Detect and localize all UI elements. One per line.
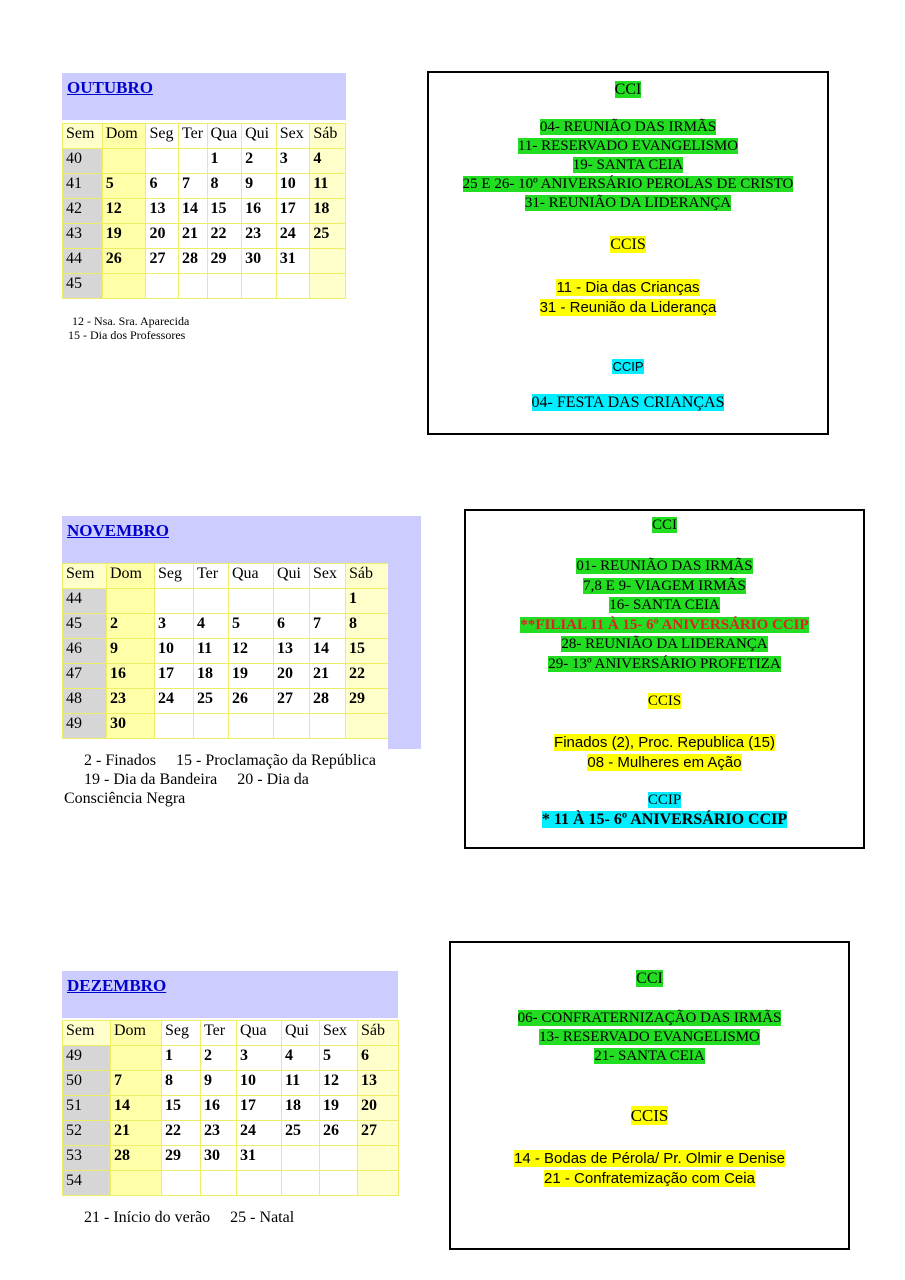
day-cell: 22 xyxy=(162,1121,201,1146)
day-cell: 4 xyxy=(194,614,229,639)
note-line: 19 - Dia da Bandeira 20 - Dia da xyxy=(84,771,309,789)
day-cell xyxy=(310,714,346,739)
day-cell: 18 xyxy=(310,199,346,224)
events-box-dezembro xyxy=(449,941,850,1250)
day-cell: 19 xyxy=(229,664,274,689)
week-number: 45 xyxy=(63,274,103,299)
day-cell: 8 xyxy=(207,174,242,199)
weekday-header: Seg xyxy=(146,124,179,149)
day-cell xyxy=(207,274,242,299)
month-title-bar xyxy=(62,971,398,1018)
day-cell xyxy=(155,714,194,739)
calendar-side-band xyxy=(388,563,421,749)
note-line: 21 - Início do verão 25 - Natal xyxy=(84,1209,295,1226)
week-number: 48 xyxy=(63,689,107,714)
day-cell: 15 xyxy=(346,639,389,664)
day-cell xyxy=(282,1171,320,1196)
section-header-ccip: CCIP xyxy=(647,792,682,808)
day-cell: 26 xyxy=(229,689,274,714)
day-cell: 27 xyxy=(146,249,179,274)
day-cell: 17 xyxy=(276,199,310,224)
day-cell: 10 xyxy=(237,1071,282,1096)
day-cell: 11 xyxy=(310,174,346,199)
day-cell: 6 xyxy=(358,1046,399,1071)
day-cell: 1 xyxy=(346,589,389,614)
section-header-ccip: CCIP xyxy=(612,359,644,374)
day-cell: 29 xyxy=(346,689,389,714)
day-cell: 14 xyxy=(310,639,346,664)
day-cell: 18 xyxy=(194,664,229,689)
day-cell: 1 xyxy=(162,1046,201,1071)
day-cell: 25 xyxy=(310,224,346,249)
day-cell: 25 xyxy=(282,1121,320,1146)
event-line: 11 - Dia das Crianças xyxy=(556,279,700,296)
day-cell xyxy=(162,1171,201,1196)
day-cell: 21 xyxy=(111,1121,162,1146)
day-cell xyxy=(276,274,310,299)
event-line: 29- 13º ANIVERSÁRIO PROFETIZA xyxy=(548,655,781,672)
weekday-header: Ter xyxy=(179,124,208,149)
day-cell: 20 xyxy=(146,224,179,249)
day-cell: 28 xyxy=(179,249,208,274)
weekday-header: Sem xyxy=(63,564,107,589)
day-cell xyxy=(229,589,274,614)
event-line: 14 - Bodas de Pérola/ Pr. Olmir e Denise xyxy=(514,1150,785,1167)
event-line: 16- SANTA CEIA xyxy=(609,597,720,613)
day-cell: 13 xyxy=(358,1071,399,1096)
section-header-cci: CCI xyxy=(651,517,677,533)
day-cell: 23 xyxy=(201,1121,237,1146)
day-cell xyxy=(107,589,155,614)
calendar-dezembro xyxy=(62,971,398,1196)
event-line: 04- REUNIÃO DAS IRMÃS xyxy=(539,119,717,135)
note-line: Consciência Negra xyxy=(64,790,186,808)
calendar-outubro xyxy=(62,73,346,299)
day-cell: 7 xyxy=(111,1071,162,1096)
weekday-header: Qui xyxy=(282,1021,320,1046)
day-cell: 30 xyxy=(107,714,155,739)
month-title-bar xyxy=(62,516,421,563)
day-cell: 24 xyxy=(276,224,310,249)
day-cell: 15 xyxy=(207,199,242,224)
day-cell: 25 xyxy=(194,689,229,714)
day-cell: 10 xyxy=(276,174,310,199)
week-number: 42 xyxy=(63,199,103,224)
day-cell: 12 xyxy=(320,1071,358,1096)
week-number: 49 xyxy=(63,1046,111,1071)
day-cell: 16 xyxy=(107,664,155,689)
day-cell: 10 xyxy=(155,639,194,664)
calendar-notes-outubro xyxy=(68,314,189,343)
week-number: 50 xyxy=(63,1071,111,1096)
day-cell xyxy=(111,1171,162,1196)
event-line: 01- REUNIÃO DAS IRMÃS xyxy=(576,558,753,574)
day-cell: 14 xyxy=(111,1096,162,1121)
week-number: 41 xyxy=(63,174,103,199)
day-cell xyxy=(310,249,346,274)
day-cell: 7 xyxy=(179,174,208,199)
events-box-novembro xyxy=(464,509,865,849)
weekday-header: Qua xyxy=(237,1021,282,1046)
event-line: 21- SANTA CEIA xyxy=(594,1048,705,1064)
weekday-header: Seg xyxy=(162,1021,201,1046)
events-box-outubro xyxy=(427,71,829,435)
day-cell: 2 xyxy=(107,614,155,639)
calendar-notes-novembro xyxy=(64,751,376,809)
calendar-grid xyxy=(62,1020,399,1196)
event-line: 25 E 26- 10º ANIVERSÁRIO PEROLAS DE CRISTO xyxy=(462,176,794,192)
event-line: Finados (2), Proc. Republica (15) xyxy=(554,734,775,751)
weekday-header: Ter xyxy=(194,564,229,589)
week-number: 52 xyxy=(63,1121,111,1146)
section-header-cci: CCI xyxy=(614,81,642,98)
day-cell: 5 xyxy=(320,1046,358,1071)
calendar-grid xyxy=(62,123,346,299)
day-cell: 22 xyxy=(346,664,389,689)
section-header-ccis: CCIS xyxy=(647,693,682,709)
day-cell xyxy=(282,1146,320,1171)
day-cell: 18 xyxy=(282,1096,320,1121)
day-cell: 31 xyxy=(237,1146,282,1171)
day-cell: 7 xyxy=(310,614,346,639)
day-cell: 11 xyxy=(282,1071,320,1096)
weekday-header: Qua xyxy=(229,564,274,589)
week-number: 44 xyxy=(63,589,107,614)
event-line: 28- REUNIÃO DA LIDERANÇA xyxy=(561,636,768,652)
weekday-header: Sex xyxy=(310,564,346,589)
day-cell: 4 xyxy=(310,149,346,174)
week-number: 43 xyxy=(63,224,103,249)
weekday-header: Sáb xyxy=(310,124,346,149)
weekday-header: Sáb xyxy=(358,1021,399,1046)
day-cell xyxy=(146,149,179,174)
weekday-header: Dom xyxy=(102,124,146,149)
day-cell xyxy=(237,1171,282,1196)
weekday-header: Seg xyxy=(155,564,194,589)
day-cell: 6 xyxy=(274,614,310,639)
section-header-ccis: CCIS xyxy=(610,236,646,253)
day-cell xyxy=(310,589,346,614)
note-line: 15 - Dia dos Professores xyxy=(68,328,186,343)
week-number: 46 xyxy=(63,639,107,664)
day-cell: 14 xyxy=(179,199,208,224)
day-cell: 9 xyxy=(242,174,277,199)
day-cell: 23 xyxy=(242,224,277,249)
day-cell: 19 xyxy=(320,1096,358,1121)
event-line: 04- FESTA DAS CRIANÇAS xyxy=(531,394,725,411)
event-line: 21 - Confratemização com Ceia xyxy=(544,1170,755,1187)
day-cell xyxy=(274,714,310,739)
day-cell xyxy=(229,714,274,739)
day-cell: 23 xyxy=(107,689,155,714)
day-cell: 16 xyxy=(242,199,277,224)
note-line: 2 - Finados 15 - Proclamação da República xyxy=(84,752,376,769)
week-number: 45 xyxy=(63,614,107,639)
day-cell: 27 xyxy=(358,1121,399,1146)
day-cell: 20 xyxy=(358,1096,399,1121)
day-cell xyxy=(346,714,389,739)
day-cell: 8 xyxy=(346,614,389,639)
day-cell xyxy=(242,274,277,299)
day-cell: 12 xyxy=(229,639,274,664)
day-cell xyxy=(320,1171,358,1196)
day-cell xyxy=(274,589,310,614)
day-cell: 8 xyxy=(162,1071,201,1096)
day-cell: 24 xyxy=(237,1121,282,1146)
day-cell: 1 xyxy=(207,149,242,174)
day-cell: 13 xyxy=(146,199,179,224)
event-line: 08 - Mulheres em Ação xyxy=(587,754,742,771)
weekday-header: Dom xyxy=(107,564,155,589)
calendar-notes-dezembro xyxy=(84,1208,294,1227)
day-cell xyxy=(179,149,208,174)
day-cell xyxy=(320,1146,358,1171)
note-line: 12 - Nsa. Sra. Aparecida xyxy=(72,314,190,328)
week-number: 44 xyxy=(63,249,103,274)
day-cell: 31 xyxy=(276,249,310,274)
day-cell: 29 xyxy=(162,1146,201,1171)
day-cell: 19 xyxy=(102,224,146,249)
week-number: 53 xyxy=(63,1146,111,1171)
day-cell: 2 xyxy=(242,149,277,174)
weekday-header: Dom xyxy=(111,1021,162,1046)
day-cell: 22 xyxy=(207,224,242,249)
week-number: 40 xyxy=(63,149,103,174)
day-cell: 5 xyxy=(229,614,274,639)
day-cell: 15 xyxy=(162,1096,201,1121)
event-line: 31 - Reunião da Liderança xyxy=(539,299,717,316)
weekday-header: Sex xyxy=(276,124,310,149)
day-cell xyxy=(111,1046,162,1071)
day-cell: 2 xyxy=(201,1046,237,1071)
day-cell: 3 xyxy=(276,149,310,174)
weekday-header: Ter xyxy=(201,1021,237,1046)
day-cell: 9 xyxy=(201,1071,237,1096)
event-line: 11- RESERVADO EVANGELISMO xyxy=(517,138,739,154)
day-cell: 20 xyxy=(274,664,310,689)
day-cell xyxy=(194,714,229,739)
day-cell xyxy=(102,149,146,174)
day-cell xyxy=(155,589,194,614)
event-line: 13- RESERVADO EVANGELISMO xyxy=(539,1029,760,1045)
weekday-header: Sex xyxy=(320,1021,358,1046)
day-cell: 6 xyxy=(146,174,179,199)
day-cell: 21 xyxy=(310,664,346,689)
section-header-cci: CCI xyxy=(636,970,663,987)
day-cell: 5 xyxy=(102,174,146,199)
day-cell: 24 xyxy=(155,689,194,714)
week-number: 49 xyxy=(63,714,107,739)
day-cell: 16 xyxy=(201,1096,237,1121)
day-cell xyxy=(179,274,208,299)
event-line-highlight: **FILIAL 11 À 15- 6º ANIVERSÁRIO CCIP xyxy=(520,616,809,633)
event-line: 7,8 E 9- VIAGEM IRMÃS xyxy=(583,577,746,594)
day-cell: 30 xyxy=(242,249,277,274)
calendar-grid xyxy=(62,563,389,739)
event-line: 31- REUNIÃO DA LIDERANÇA xyxy=(524,195,732,211)
calendar-novembro xyxy=(62,516,421,739)
day-cell: 30 xyxy=(201,1146,237,1171)
event-line: 06- CONFRATERNIZAÇÃO DAS IRMÃS xyxy=(517,1010,782,1026)
day-cell: 4 xyxy=(282,1046,320,1071)
week-number: 51 xyxy=(63,1096,111,1121)
day-cell xyxy=(194,589,229,614)
month-title-link[interactable]: DEZEMBRO xyxy=(67,976,167,995)
day-cell: 13 xyxy=(274,639,310,664)
day-cell: 29 xyxy=(207,249,242,274)
day-cell xyxy=(146,274,179,299)
day-cell: 27 xyxy=(274,689,310,714)
day-cell: 28 xyxy=(310,689,346,714)
day-cell: 9 xyxy=(107,639,155,664)
day-cell xyxy=(358,1171,399,1196)
event-line: 19- SANTA CEIA xyxy=(572,157,684,173)
day-cell xyxy=(102,274,146,299)
day-cell: 21 xyxy=(179,224,208,249)
weekday-header: Qui xyxy=(242,124,277,149)
weekday-header: Qua xyxy=(207,124,242,149)
week-number: 47 xyxy=(63,664,107,689)
day-cell: 17 xyxy=(237,1096,282,1121)
day-cell: 26 xyxy=(102,249,146,274)
weekday-header: Sem xyxy=(63,124,103,149)
day-cell: 28 xyxy=(111,1146,162,1171)
day-cell xyxy=(358,1146,399,1171)
day-cell xyxy=(201,1171,237,1196)
day-cell: 3 xyxy=(237,1046,282,1071)
event-line: * 11 À 15- 6º ANIVERSÁRIO CCIP xyxy=(541,811,788,828)
day-cell: 12 xyxy=(102,199,146,224)
section-header-ccis: CCIS xyxy=(630,1106,669,1125)
month-title-link[interactable]: OUTUBRO xyxy=(67,78,153,97)
weekday-header: Qui xyxy=(274,564,310,589)
month-title-link[interactable]: NOVEMBRO xyxy=(67,521,169,540)
month-title-bar xyxy=(62,73,346,120)
day-cell xyxy=(310,274,346,299)
day-cell: 11 xyxy=(194,639,229,664)
day-cell: 26 xyxy=(320,1121,358,1146)
day-cell: 17 xyxy=(155,664,194,689)
weekday-header: Sáb xyxy=(346,564,389,589)
weekday-header: Sem xyxy=(63,1021,111,1046)
day-cell: 3 xyxy=(155,614,194,639)
week-number: 54 xyxy=(63,1171,111,1196)
